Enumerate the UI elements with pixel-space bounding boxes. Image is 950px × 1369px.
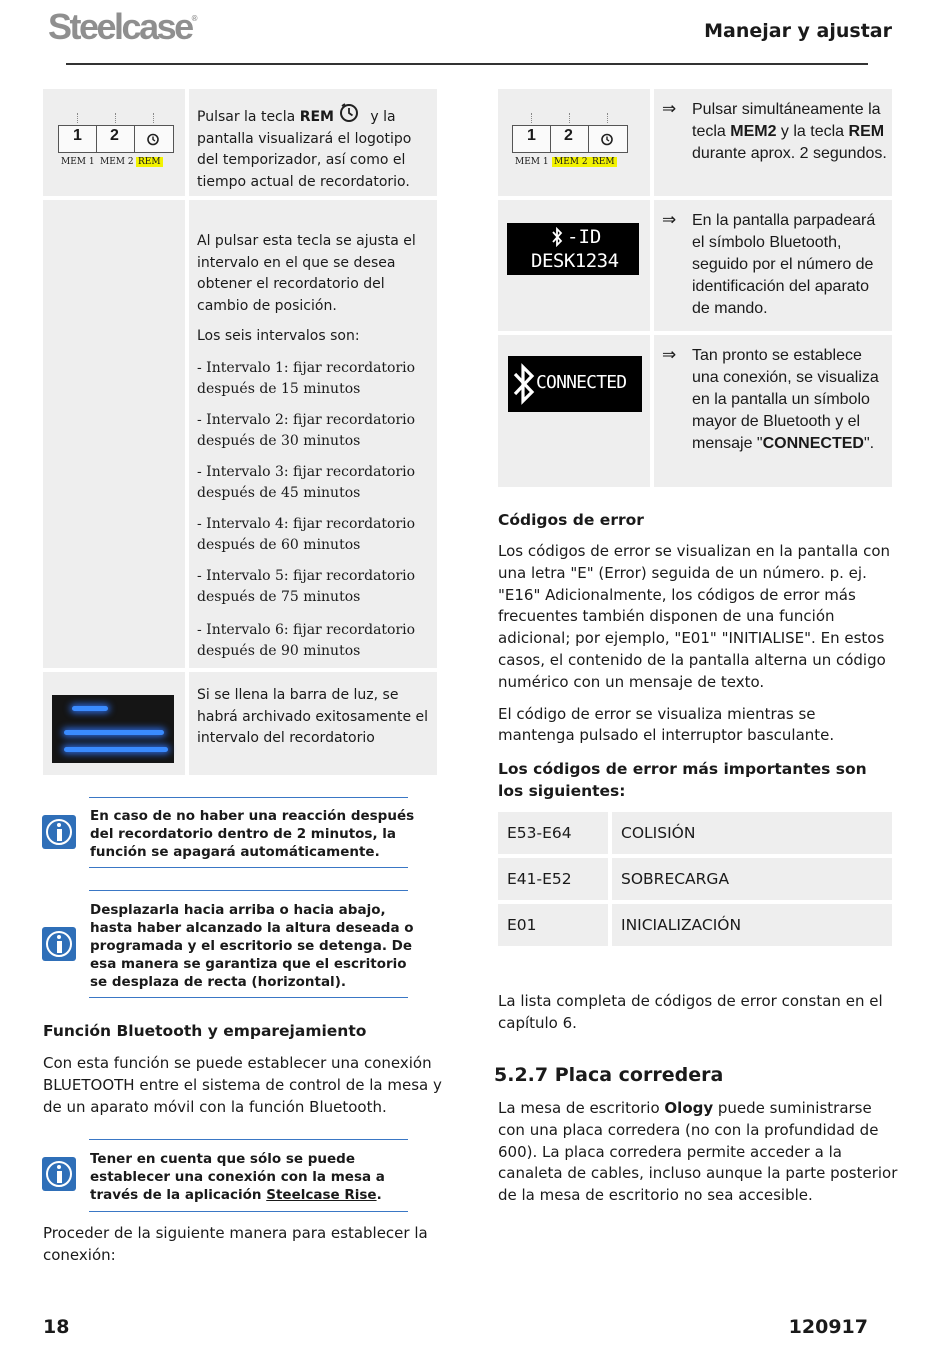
right-table-text-cell-3 xyxy=(654,335,892,487)
note-rule-top xyxy=(89,797,408,798)
right-table-image-cell-2 xyxy=(498,200,650,331)
interval-item: - Intervalo 4: fijar recordatorio después de 60 minutos xyxy=(197,516,416,553)
key-label-mem1: MEM 1 xyxy=(515,157,549,167)
note-rule-bottom xyxy=(89,997,408,998)
arrow-icon: ⇒ xyxy=(662,345,677,365)
left-table-text-cell-2 xyxy=(189,200,437,668)
bluetooth-id-display xyxy=(507,223,639,275)
interval-description xyxy=(197,231,433,357)
error-code-cell: E53-E64 xyxy=(498,812,608,854)
key-1: 1 xyxy=(73,127,82,144)
error-meaning-cell: INICIALIZACIÓN xyxy=(612,904,892,946)
steelcase-logo: Steelcase® xyxy=(48,6,198,47)
interval-item: - Intervalo 3: fijar recordatorio después de 45 minutos xyxy=(197,464,416,501)
arrow-icon: ⇒ xyxy=(662,99,677,119)
note-auto-off: En caso de no haber una reacción después del recordatorio dentro de 2 minutos, la función se apagará automáticamente. xyxy=(90,808,415,860)
interval-intro: Al pulsar esta tecla se ajusta el intervalo en el que se desea obtener el recordatorio del cambio de posición. xyxy=(197,233,416,314)
rem-instruction: Pulsar la tecla REM y la pantalla visualizará el logotipo del temporizador, así como el tiempo actual de recordatorio. xyxy=(197,101,433,193)
bluetooth-icon xyxy=(551,227,564,247)
keypad-mem2-rem-illustration xyxy=(512,111,628,169)
note-rule-top xyxy=(89,890,408,891)
key-label-rem: REM xyxy=(592,157,615,167)
interval-list xyxy=(197,358,433,671)
page-number: 18 xyxy=(43,1316,70,1338)
bluetooth-procedure-intro: Proceder de la siguiente manera para establecer la conexión: xyxy=(43,1224,428,1264)
connected-display xyxy=(508,356,642,412)
key-1: 1 xyxy=(527,127,536,144)
key-2: 2 xyxy=(564,127,573,144)
left-table-image-cell-2 xyxy=(43,200,185,668)
interval-item: - Intervalo 1: fijar recordatorio después de 15 minutos xyxy=(197,360,416,397)
error-codes-description xyxy=(498,541,893,757)
key-label-mem2: MEM 2 xyxy=(554,157,588,167)
left-table-text-cell-1 xyxy=(189,89,437,196)
error-codes-paragraph: Los códigos de error se visualizan en la pantalla con una letra "E" (Error) seguida de un número. p. ej. "E16" Adicionalmente, los códigos de error más frecuentes también disponen de una función adicional; por ejemplo, "E01" "INITIALISE". En estos casos, el contenido de la pantalla alterna un código numérico con un mensaje de texto. xyxy=(498,542,891,691)
header-divider xyxy=(66,63,868,65)
pairing-step-2: En la pantalla parpadeará el símbolo Bluetooth, seguido por el número de identificación del aparato de mando. xyxy=(692,212,876,317)
left-table-image-cell-3 xyxy=(43,672,185,775)
info-icon xyxy=(42,1157,76,1191)
error-list-reference: La lista completa de códigos de error constan en el capítulo 6. xyxy=(498,992,883,1032)
lcd-desk-id: DESK1234 xyxy=(531,250,619,272)
placa-corredera-description: La mesa de escritorio Ology puede suministrarse con una placa corredera (no con la profundidad de 600). La placa corredera permite acceder a la canaleta de cables, incluso aunque la parte posterior de la mesa de escritorio no sea accesible. xyxy=(498,1099,898,1205)
important-codes-heading: Los códigos de error más importantes son los siguientes: xyxy=(498,760,867,800)
note-rule-bottom xyxy=(89,867,408,868)
key-label-mem1: MEM 1 xyxy=(61,157,95,167)
interval-count: Los seis intervalos son: xyxy=(197,328,360,344)
key-2: 2 xyxy=(110,127,119,144)
pairing-step-1: Pulsar simultáneamente la tecla MEM2 y la tecla REM durante aprox. 2 segundos. xyxy=(692,101,887,162)
left-table-text-cell-3 xyxy=(189,672,437,775)
left-table-image-cell-1 xyxy=(43,89,185,196)
bluetooth-description: Con esta función se puede establecer una conexión BLUETOOTH entre el sistema de control de la mesa y de un aparato móvil con la función Bluetooth. xyxy=(43,1054,442,1116)
note-app-connection: Tener en cuenta que sólo se puede establecer una conexión con la mesa a través de la aplicación Steelcase Rise. xyxy=(90,1151,385,1203)
info-icon xyxy=(42,927,76,961)
lcd-connected-text: CONNECTED xyxy=(536,372,627,393)
document-id: 120917 xyxy=(788,1316,868,1338)
error-code-cell: E41-E52 xyxy=(498,858,608,900)
note-rule-bottom xyxy=(89,1211,408,1212)
interval-item: - Intervalo 5: fijar recordatorio después de 75 minutos xyxy=(197,568,416,605)
arrow-icon: ⇒ xyxy=(662,210,677,230)
info-icon xyxy=(42,815,76,849)
steelcase-rise-link[interactable]: Steelcase Rise xyxy=(266,1187,377,1203)
page-header-title: Manejar y ajustar xyxy=(704,20,892,42)
right-table-image-cell-3 xyxy=(498,335,650,487)
note-rule-top xyxy=(89,1139,408,1140)
section-heading-placa-corredera: 5.2.7 Placa corredera xyxy=(494,1064,724,1086)
key-label-rem: REM xyxy=(138,157,161,167)
timer-icon xyxy=(338,101,360,123)
error-codes-paragraph: El código de error se visualiza mientras se mantenga pulsado el interruptor basculante. xyxy=(498,704,835,745)
right-table-image-cell-1 xyxy=(498,89,650,196)
lcd-id-label: -ID xyxy=(567,226,602,248)
key-label-mem2: MEM 2 xyxy=(100,157,134,167)
timer-icon xyxy=(146,132,160,146)
error-code-cell: E01 xyxy=(498,904,608,946)
light-bar-description: Si se llena la barra de luz, se habrá archivado exitosamente el intervalo del recordatorio xyxy=(197,687,429,746)
error-meaning-cell: SOBRECARGA xyxy=(612,858,892,900)
keypad-rem-illustration xyxy=(58,111,174,169)
bluetooth-heading: Función Bluetooth y emparejamiento xyxy=(43,1022,367,1040)
right-table-text-cell-2 xyxy=(654,200,892,331)
error-codes-heading: Códigos de error xyxy=(498,511,644,529)
bluetooth-icon xyxy=(512,362,536,406)
interval-item: - Intervalo 2: fijar recordatorio después de 30 minutos xyxy=(197,412,416,449)
timer-icon xyxy=(600,132,614,146)
right-table-text-cell-1 xyxy=(654,89,892,196)
note-movement: Desplazarla hacia arriba o hacia abajo, hasta haber alcanzado la altura deseada o programada y el escritorio se detenga. De esa manera se garantiza que el escritorio se desplaza de recta (horizontal). xyxy=(90,902,414,990)
pairing-step-3: Tan pronto se establece una conexión, se visualiza en la pantalla un símbolo mayor de Bluetooth y el mensaje "CONNECTED". xyxy=(692,347,879,452)
error-meaning-cell: COLISIÓN xyxy=(612,812,892,854)
light-bar-photo xyxy=(52,695,174,763)
interval-item: - Intervalo 6: fijar recordatorio después de 90 minutos xyxy=(197,622,416,659)
